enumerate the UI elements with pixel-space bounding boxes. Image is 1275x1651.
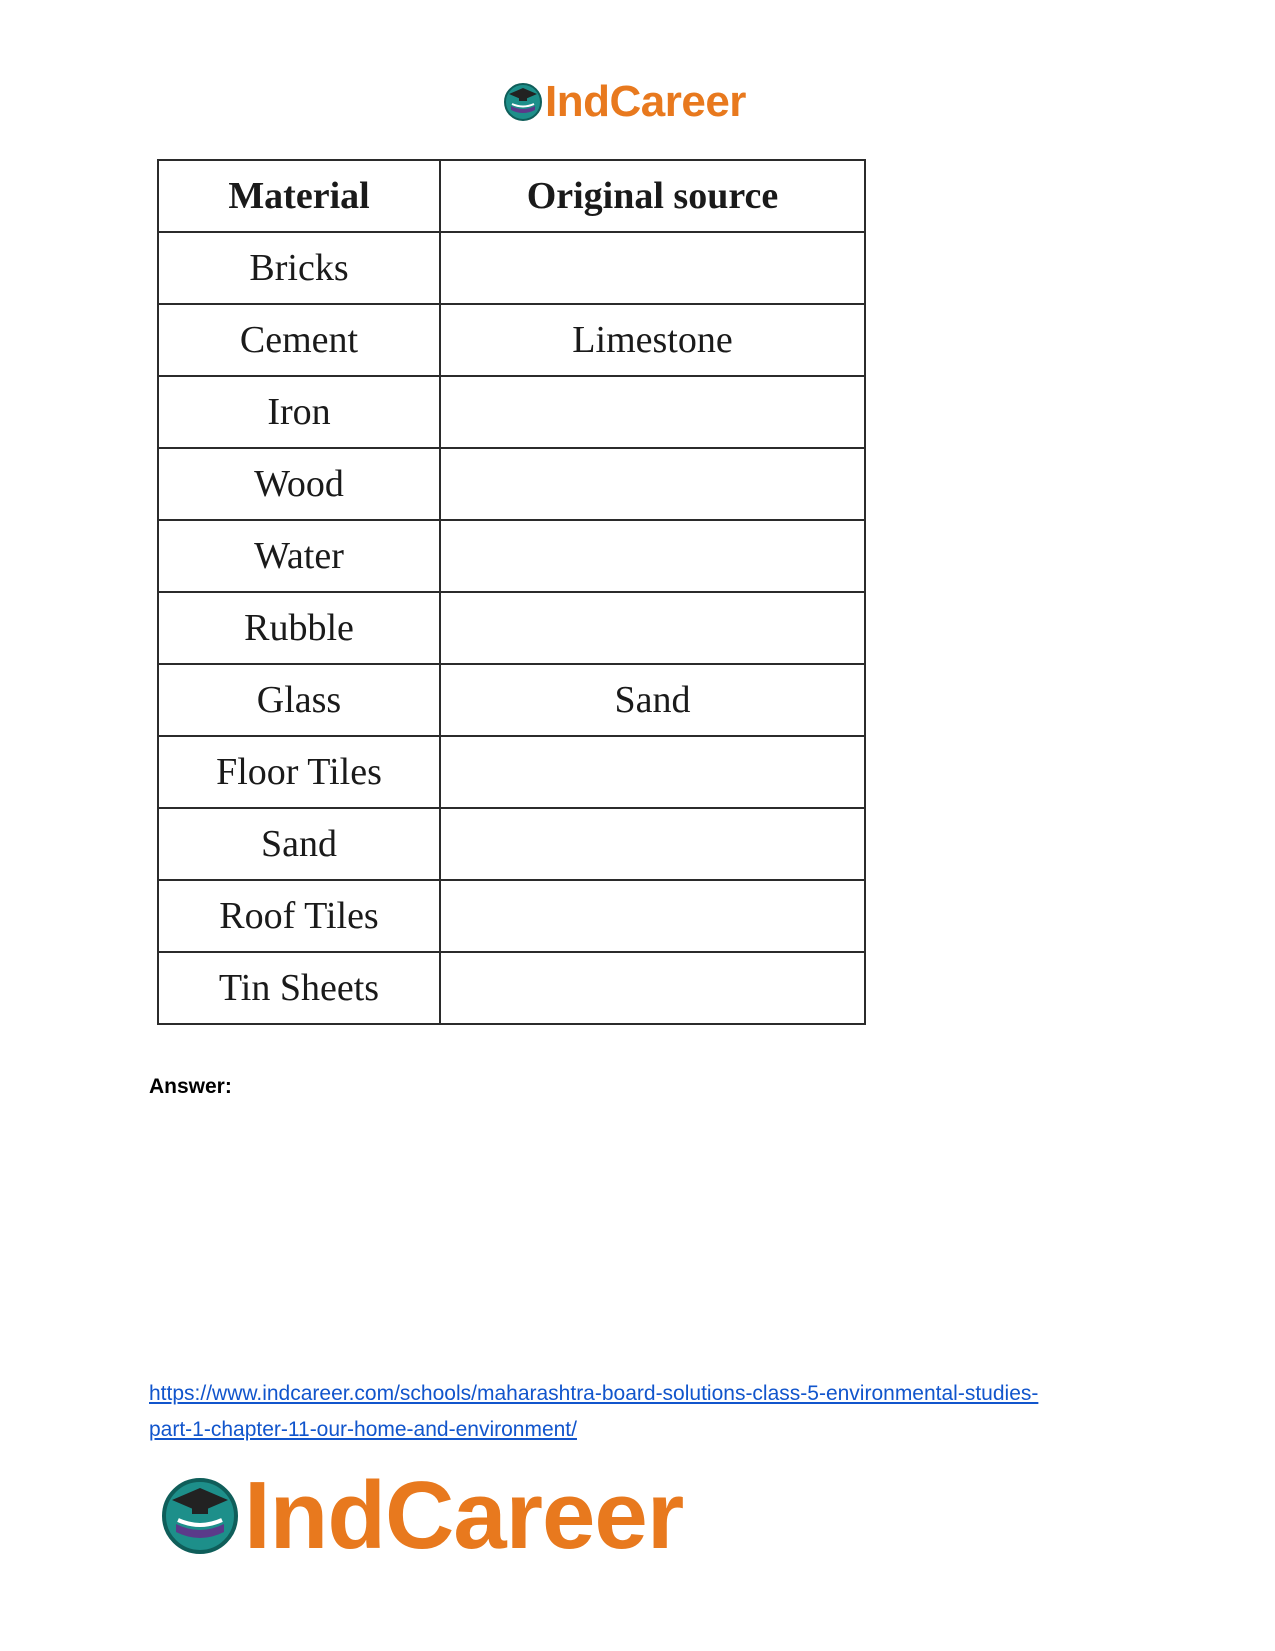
material-cell: Wood [158,448,440,520]
table-row [158,664,865,736]
material-cell: Glass [158,664,440,736]
logo-text: IndCareer [545,77,746,126]
answer-label: Answer: [149,1075,232,1098]
source-url-link[interactable] [149,1376,1149,1448]
material-cell: Water [158,520,440,592]
url-line-2: part-1-chapter-11-our-home-and-environment/ [149,1418,577,1441]
table-row [158,376,865,448]
material-source-table [157,159,866,1025]
footer-logo [160,1462,684,1569]
material-cell: Tin Sheets [158,952,440,1024]
source-cell [440,376,865,448]
table-header-row [158,160,865,232]
url-line-1: https://www.indcareer.com/schools/maharashtra-board-solutions-class-5-environmental-studies- [149,1382,1039,1405]
logo-text: IndCareer [244,1462,684,1569]
material-cell: Floor Tiles [158,736,440,808]
globe-graduation-icon [160,1476,240,1556]
material-cell: Bricks [158,232,440,304]
header-logo [503,77,746,126]
globe-graduation-icon [503,82,543,122]
material-cell: Roof Tiles [158,880,440,952]
table-row [158,304,865,376]
table-row [158,520,865,592]
source-cell [440,232,865,304]
source-cell [440,952,865,1024]
column-header-material: Material [158,160,440,232]
table-row [158,952,865,1024]
material-cell: Rubble [158,592,440,664]
table-row [158,736,865,808]
source-cell: Limestone [440,304,865,376]
table-row [158,232,865,304]
source-cell [440,808,865,880]
material-cell: Cement [158,304,440,376]
source-cell [440,880,865,952]
table-row [158,808,865,880]
table-row [158,880,865,952]
material-cell: Sand [158,808,440,880]
table-row [158,592,865,664]
source-cell [440,592,865,664]
material-cell: Iron [158,376,440,448]
source-cell [440,448,865,520]
source-cell: Sand [440,664,865,736]
column-header-original-source: Original source [440,160,865,232]
source-cell [440,520,865,592]
source-cell [440,736,865,808]
table-row [158,448,865,520]
